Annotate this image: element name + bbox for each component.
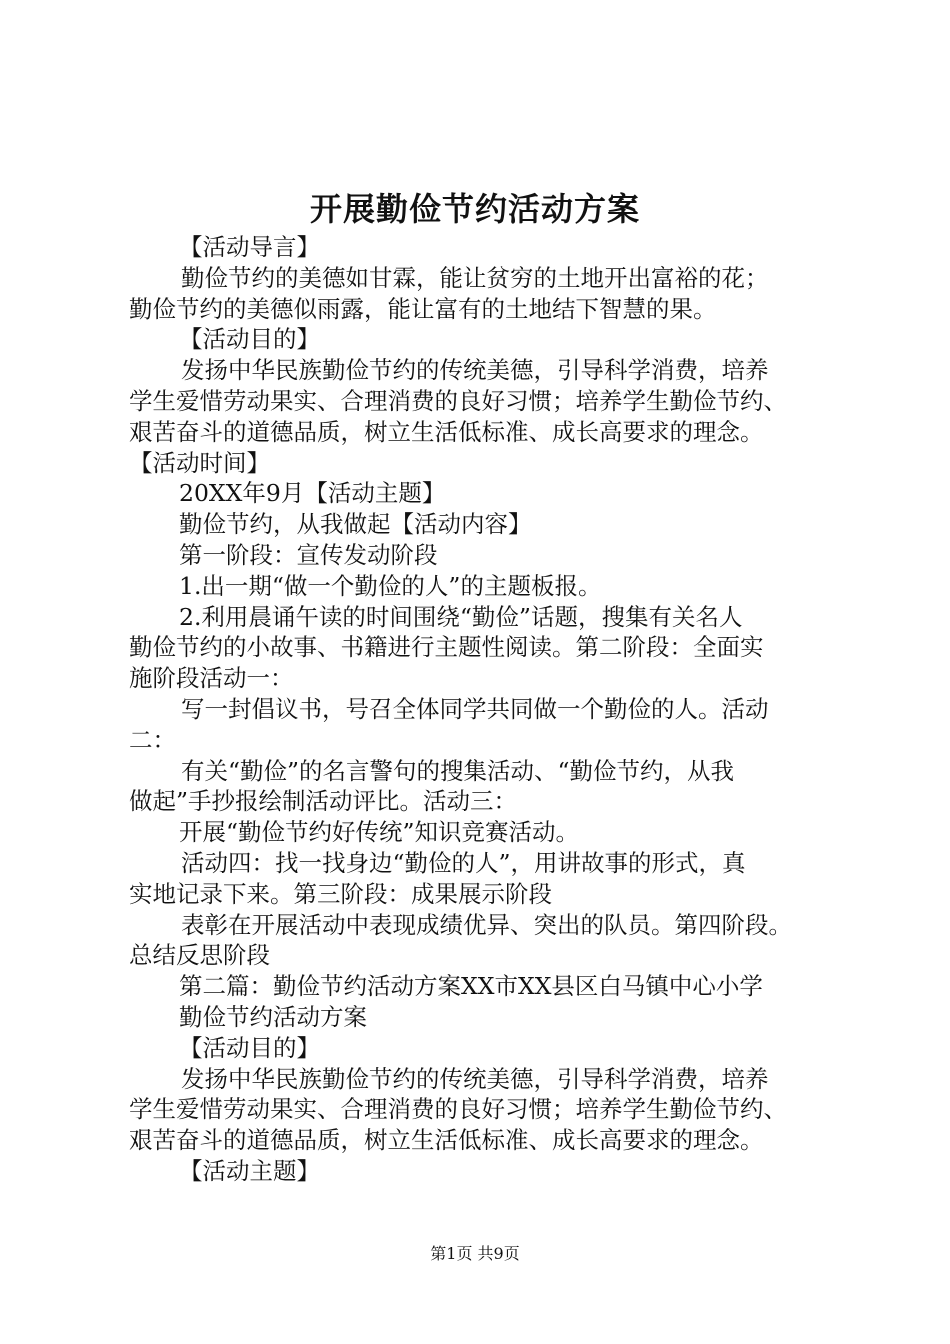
paragraph-line: 1.出一期“做一个勤俭的人”的主题板报。 [179,571,602,600]
section-heading: 【活动目的】 [179,325,320,354]
paragraph-line: 艰苦奋斗的道德品质，树立生活低标准、成长高要求的理念。 [129,1126,764,1155]
paragraph-line: 第一阶段：宣传发动阶段 [179,540,438,569]
paragraph-line: 2.利用晨诵午读的时间围绕“勤俭”话题，搜集有关名人 [179,602,743,631]
paragraph-line: 勤俭节约活动方案 [179,1002,367,1031]
paragraph-line: 20XX年9月【活动主题】 [179,479,446,508]
paragraph-line: 艰苦奋斗的道德品质，树立生活低标准、成长高要求的理念。 [129,417,764,446]
paragraph-line: 写一封倡议书，号召全体同学共同做一个勤俭的人。活动 [181,694,769,723]
paragraph-line: 总结反思阶段 [129,941,270,970]
paragraph-line: 表彰在开展活动中表现成绩优异、突出的队员。第四阶段。 [181,910,792,939]
paragraph-line: 活动四：找一找身边“勤俭的人”，用讲故事的形式，真 [181,848,746,877]
section-heading: 【活动时间】 [129,448,270,477]
paragraph-line: 开展“勤俭节约好传统”知识竞赛活动。 [179,818,580,847]
document-title: 开展勤俭节约活动方案 [309,190,640,228]
paragraph-line: 发扬中华民族勤俭节约的传统美德，引导科学消费，培养 [181,356,769,385]
section-heading: 【活动导言】 [179,233,320,261]
paragraph-line: 发扬中华民族勤俭节约的传统美德，引导科学消费，培养 [181,1064,769,1093]
paragraph-line: 勤俭节约的美德似雨露，能让富有的土地结下智慧的果。 [129,294,717,323]
paragraph-line: 学生爱惜劳动果实、合理消费的良好习惯；培养学生勤俭节约、 [129,386,787,415]
section-heading: 【活动目的】 [179,1033,320,1062]
paragraph-line: 有关“勤俭”的名言警句的搜集活动、“勤俭节约，从我 [181,756,735,785]
paragraph-line: 实地记录下来。第三阶段：成果展示阶段 [129,879,552,908]
paragraph-line: 勤俭节约的美德如甘霖，能让贫穷的土地开出富裕的花； [181,263,769,292]
paragraph-line: 施阶段活动一： [129,664,294,693]
paragraph-line: 二： [129,725,176,754]
paragraph-line: 第二篇：勤俭节约活动方案XX市XX县区白马镇中心小学 [179,972,763,1001]
paragraph-line: 学生爱惜劳动果实、合理消费的良好习惯；培养学生勤俭节约、 [129,1095,787,1124]
page-footer: 第1页 共9页 [430,1244,520,1263]
paragraph-line: 勤俭节约，从我做起【活动内容】 [179,510,532,539]
paragraph-line: 勤俭节约的小故事、书籍进行主题性阅读。第二阶段：全面实 [129,633,764,662]
section-heading: 【活动主题】 [179,1156,320,1185]
document-body [129,232,841,1187]
paragraph-line: 做起”手抄报绘制活动评比。活动三： [129,787,518,816]
